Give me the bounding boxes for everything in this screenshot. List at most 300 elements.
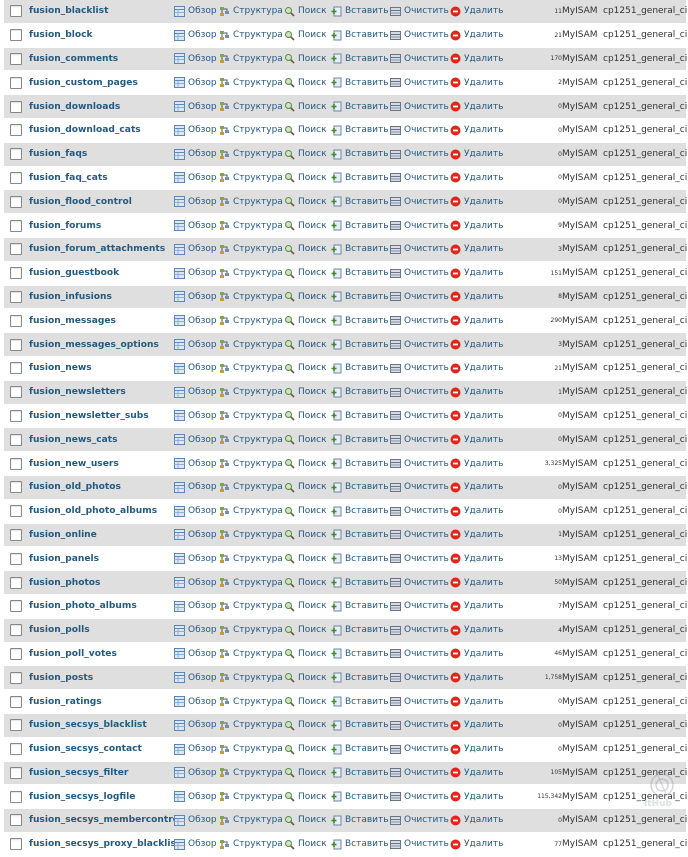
- table-name-link[interactable]: fusion_newsletter_subs: [29, 411, 149, 421]
- insert-icon: [331, 149, 342, 160]
- empty-action-link[interactable]: [390, 149, 449, 160]
- structure-action-label: Структура: [233, 697, 283, 707]
- structure-action-link[interactable]: [219, 720, 283, 731]
- empty-action-link[interactable]: [390, 387, 449, 398]
- insert-action-link[interactable]: [331, 434, 389, 445]
- table-name-link[interactable]: fusion_blacklist: [29, 6, 108, 16]
- browse-action-link[interactable]: [174, 291, 217, 302]
- drop-action-link[interactable]: [450, 601, 503, 612]
- insert-action-link[interactable]: [331, 672, 389, 683]
- empty-action-link[interactable]: [390, 172, 449, 183]
- search-action-link[interactable]: [284, 696, 327, 707]
- structure-action-link[interactable]: [219, 268, 283, 279]
- drop-action-link[interactable]: [450, 291, 503, 302]
- drop-action-link[interactable]: [450, 482, 503, 493]
- browse-action-link[interactable]: [174, 387, 217, 398]
- drop-action-link[interactable]: [450, 648, 503, 659]
- row-checkbox[interactable]: [10, 172, 22, 184]
- structure-action-link[interactable]: [219, 434, 283, 445]
- table-name-link[interactable]: fusion_old_photos: [29, 482, 121, 492]
- row-checkbox[interactable]: [10, 624, 22, 636]
- insert-action-link[interactable]: [331, 767, 389, 778]
- table-name-link[interactable]: fusion_secsys_contact: [29, 744, 142, 754]
- search-action-link[interactable]: [284, 77, 327, 88]
- table-name-link[interactable]: fusion_photos: [29, 578, 100, 588]
- search-action-link[interactable]: [284, 172, 327, 183]
- table-name-link[interactable]: fusion_download_cats: [29, 125, 141, 135]
- search-action-link[interactable]: [284, 529, 327, 540]
- structure-action-link[interactable]: [219, 767, 283, 778]
- browse-action-link[interactable]: [174, 196, 217, 207]
- row-checkbox[interactable]: [10, 196, 22, 208]
- insert-action-link[interactable]: [331, 577, 389, 588]
- insert-action-link[interactable]: [331, 458, 389, 469]
- insert-action-link[interactable]: [331, 506, 389, 517]
- table-name-link[interactable]: fusion_panels: [29, 554, 99, 564]
- browse-action-link[interactable]: [174, 220, 217, 231]
- browse-action-link[interactable]: [174, 601, 217, 612]
- empty-action-link[interactable]: [390, 720, 449, 731]
- empty-action-link[interactable]: [390, 30, 449, 41]
- browse-action-link[interactable]: [174, 767, 217, 778]
- row-checkbox[interactable]: [10, 458, 22, 470]
- structure-action-link[interactable]: [219, 363, 283, 374]
- browse-action-link[interactable]: [174, 482, 217, 493]
- drop-action-link[interactable]: [450, 791, 503, 802]
- empty-action-link[interactable]: [390, 434, 449, 445]
- table-name-link[interactable]: fusion_old_photo_albums: [29, 506, 157, 516]
- row-checkbox[interactable]: [10, 410, 22, 422]
- insert-action-link[interactable]: [331, 101, 389, 112]
- table-name-link[interactable]: fusion_downloads: [29, 102, 120, 112]
- search-action-link[interactable]: [284, 553, 327, 564]
- empty-action-link[interactable]: [390, 220, 449, 231]
- row-checkbox[interactable]: [10, 77, 22, 89]
- structure-action-link[interactable]: [219, 648, 283, 659]
- table-name-link[interactable]: fusion_ratings: [29, 697, 102, 707]
- browse-action-link[interactable]: [174, 744, 217, 755]
- row-count: 7: [558, 603, 562, 610]
- row-checkbox[interactable]: [10, 481, 22, 493]
- structure-icon: [219, 363, 230, 374]
- row-checkbox[interactable]: [10, 267, 22, 279]
- table-name-link[interactable]: fusion_secsys_logfile: [29, 792, 135, 802]
- table-name-link[interactable]: fusion_secsys_blacklist: [29, 720, 147, 730]
- drop-action-link[interactable]: [450, 77, 503, 88]
- browse-action-link[interactable]: [174, 172, 217, 183]
- structure-action-link[interactable]: [219, 696, 283, 707]
- search-action-link[interactable]: [284, 720, 327, 731]
- insert-action-link[interactable]: [331, 315, 389, 326]
- drop-action-link[interactable]: [450, 410, 503, 421]
- empty-action-link[interactable]: [390, 458, 449, 469]
- browse-action-link[interactable]: [174, 125, 217, 136]
- table-name-link[interactable]: fusion_faq_cats: [29, 173, 108, 183]
- search-action-link[interactable]: [284, 791, 327, 802]
- table-name-link[interactable]: fusion_new_users: [29, 459, 119, 469]
- structure-action-link[interactable]: [219, 196, 283, 207]
- insert-action-link[interactable]: [331, 149, 389, 160]
- search-action-link[interactable]: [284, 101, 327, 112]
- insert-action-link[interactable]: [331, 268, 389, 279]
- insert-action-link[interactable]: [331, 601, 389, 612]
- row-checkbox[interactable]: [10, 291, 22, 303]
- structure-action-link[interactable]: [219, 577, 283, 588]
- structure-action-link[interactable]: [219, 125, 283, 136]
- table-name-link[interactable]: fusion_news_cats: [29, 435, 118, 445]
- structure-action-link[interactable]: [219, 601, 283, 612]
- browse-action-link[interactable]: [174, 577, 217, 588]
- row-checkbox[interactable]: [10, 600, 22, 612]
- insert-action-link[interactable]: [331, 387, 389, 398]
- browse-action-link[interactable]: [174, 672, 217, 683]
- empty-action-link[interactable]: [390, 839, 449, 850]
- structure-action-link[interactable]: [219, 6, 283, 17]
- empty-action-link[interactable]: [390, 53, 449, 64]
- table-name-link[interactable]: fusion_polls: [29, 625, 90, 635]
- search-action-link[interactable]: [284, 577, 327, 588]
- structure-action-link[interactable]: [219, 291, 283, 302]
- browse-action-link[interactable]: [174, 363, 217, 374]
- insert-action-link[interactable]: [331, 625, 389, 636]
- empty-action-link[interactable]: [390, 506, 449, 517]
- search-action-link[interactable]: [284, 149, 327, 160]
- empty-action-link[interactable]: [390, 815, 449, 826]
- empty-action-link[interactable]: [390, 196, 449, 207]
- table-name-link[interactable]: fusion_poll_votes: [29, 649, 117, 659]
- insert-action-link[interactable]: [331, 482, 389, 493]
- row-count: 1: [558, 531, 562, 538]
- drop-action-link[interactable]: [450, 434, 503, 445]
- structure-action-link[interactable]: [219, 791, 283, 802]
- empty-action-link[interactable]: [390, 529, 449, 540]
- search-action-link[interactable]: [284, 315, 327, 326]
- insert-action-link[interactable]: [331, 339, 389, 350]
- row-checkbox[interactable]: [10, 101, 22, 113]
- empty-action-link[interactable]: [390, 791, 449, 802]
- browse-action-link[interactable]: [174, 339, 217, 350]
- drop-action-link[interactable]: [450, 577, 503, 588]
- row-checkbox[interactable]: [10, 220, 22, 232]
- search-action-link[interactable]: [284, 482, 327, 493]
- browse-action-link[interactable]: [174, 815, 217, 826]
- search-action-link[interactable]: [284, 30, 327, 41]
- search-action-link[interactable]: [284, 339, 327, 350]
- structure-action-link[interactable]: [219, 458, 283, 469]
- structure-action-link[interactable]: [219, 77, 283, 88]
- row-checkbox[interactable]: [10, 315, 22, 327]
- table-name-link[interactable]: fusion_online: [29, 530, 97, 540]
- drop-action-link[interactable]: [450, 363, 503, 374]
- insert-action-link[interactable]: [331, 839, 389, 850]
- search-action-label: Поиск: [298, 363, 327, 373]
- insert-action-link[interactable]: [331, 172, 389, 183]
- row-checkbox[interactable]: [10, 5, 22, 17]
- table-name-link[interactable]: fusion_comments: [29, 54, 118, 64]
- structure-action-link[interactable]: [219, 149, 283, 160]
- drop-action-link[interactable]: [450, 744, 503, 755]
- search-action-label: Поиск: [298, 673, 327, 683]
- search-action-link[interactable]: [284, 387, 327, 398]
- empty-action-link[interactable]: [390, 601, 449, 612]
- empty-action-link[interactable]: [390, 268, 449, 279]
- search-action-link[interactable]: [284, 268, 327, 279]
- row-checkbox[interactable]: [10, 505, 22, 517]
- row-checkbox[interactable]: [10, 648, 22, 660]
- empty-action-link[interactable]: [390, 577, 449, 588]
- insert-action-link[interactable]: [331, 6, 389, 17]
- empty-action-link[interactable]: [390, 648, 449, 659]
- row-checkbox[interactable]: [10, 767, 22, 779]
- structure-action-link[interactable]: [219, 53, 283, 64]
- table-engine: MyISAM: [562, 125, 598, 135]
- row-checkbox[interactable]: [10, 577, 22, 589]
- empty-action-link[interactable]: [390, 77, 449, 88]
- search-action-link[interactable]: [284, 363, 327, 374]
- empty-action-link[interactable]: [390, 696, 449, 707]
- insert-action-link[interactable]: [331, 220, 389, 231]
- drop-action-link[interactable]: [450, 220, 503, 231]
- browse-action-link[interactable]: [174, 30, 217, 41]
- table-name-link[interactable]: fusion_faqs: [29, 149, 87, 159]
- table-name-link[interactable]: fusion_posts: [29, 673, 93, 683]
- search-action-link[interactable]: [284, 815, 327, 826]
- empty-action-link[interactable]: [390, 315, 449, 326]
- browse-action-link[interactable]: [174, 434, 217, 445]
- empty-action-link[interactable]: [390, 101, 449, 112]
- row-checkbox[interactable]: [10, 838, 22, 850]
- search-action-link[interactable]: [284, 458, 327, 469]
- row-checkbox[interactable]: [10, 529, 22, 541]
- empty-action-link[interactable]: [390, 339, 449, 350]
- row-checkbox[interactable]: [10, 243, 22, 255]
- browse-action-link[interactable]: [174, 6, 217, 17]
- table-name-link[interactable]: fusion_secsys_filter: [29, 768, 128, 778]
- browse-action-link[interactable]: [174, 410, 217, 421]
- row-checkbox[interactable]: [10, 743, 22, 755]
- table-name-link[interactable]: fusion_custom_pages: [29, 78, 138, 88]
- insert-action-link[interactable]: [331, 720, 389, 731]
- table-name-link[interactable]: fusion_block: [29, 30, 93, 40]
- drop-action-link[interactable]: [450, 506, 503, 517]
- drop-action-link[interactable]: [450, 839, 503, 850]
- search-action-link[interactable]: [284, 53, 327, 64]
- table-name-link[interactable]: fusion_secsys_membercontrol: [29, 815, 182, 825]
- drop-action-link[interactable]: [450, 458, 503, 469]
- structure-action-link[interactable]: [219, 339, 283, 350]
- empty-action-link[interactable]: [390, 625, 449, 636]
- drop-action-link[interactable]: [450, 53, 503, 64]
- structure-action-link[interactable]: [219, 387, 283, 398]
- insert-action-link[interactable]: [331, 291, 389, 302]
- row-checkbox[interactable]: [10, 386, 22, 398]
- structure-action-link[interactable]: [219, 220, 283, 231]
- drop-action-link[interactable]: [450, 244, 503, 255]
- row-checkbox[interactable]: [10, 362, 22, 374]
- insert-action-link[interactable]: [331, 648, 389, 659]
- drop-action-link[interactable]: [450, 30, 503, 41]
- search-action-link[interactable]: [284, 839, 327, 850]
- empty-action-link[interactable]: [390, 125, 449, 136]
- structure-action-link[interactable]: [219, 315, 283, 326]
- structure-action-link[interactable]: [219, 172, 283, 183]
- insert-action-link[interactable]: [331, 410, 389, 421]
- drop-action-link[interactable]: [450, 268, 503, 279]
- drop-action-link[interactable]: [450, 196, 503, 207]
- insert-action-link[interactable]: [331, 744, 389, 755]
- structure-action-link[interactable]: [219, 625, 283, 636]
- table-name-link[interactable]: fusion_infusions: [29, 292, 112, 302]
- drop-action-link[interactable]: [450, 387, 503, 398]
- search-action-link[interactable]: [284, 410, 327, 421]
- drop-action-link[interactable]: [450, 315, 503, 326]
- drop-action-link[interactable]: [450, 767, 503, 778]
- drop-action-link[interactable]: [450, 672, 503, 683]
- drop-action-link[interactable]: [450, 625, 503, 636]
- empty-table-icon: [390, 77, 401, 88]
- empty-action-link[interactable]: [390, 553, 449, 564]
- empty-action-link[interactable]: [390, 410, 449, 421]
- insert-action-link[interactable]: [331, 244, 389, 255]
- row-checkbox[interactable]: [10, 672, 22, 684]
- table-name-link[interactable]: fusion_news: [29, 363, 92, 373]
- structure-action-link[interactable]: [219, 815, 283, 826]
- search-action-link[interactable]: [284, 506, 327, 517]
- row-checkbox[interactable]: [10, 148, 22, 160]
- search-action-link[interactable]: [284, 6, 327, 17]
- structure-action-link[interactable]: [219, 482, 283, 493]
- row-checkbox[interactable]: [10, 719, 22, 731]
- structure-action-link[interactable]: [219, 672, 283, 683]
- table-name-link[interactable]: fusion_flood_control: [29, 197, 132, 207]
- table-row: [4, 524, 686, 548]
- browse-action-link[interactable]: [174, 149, 217, 160]
- empty-action-link[interactable]: [390, 482, 449, 493]
- browse-action-link[interactable]: [174, 720, 217, 731]
- structure-action-link[interactable]: [219, 529, 283, 540]
- search-action-link[interactable]: [284, 125, 327, 136]
- drop-action-link[interactable]: [450, 815, 503, 826]
- search-action-link[interactable]: [284, 648, 327, 659]
- search-action-link[interactable]: [284, 744, 327, 755]
- browse-action-link[interactable]: [174, 839, 217, 850]
- empty-action-link[interactable]: [390, 244, 449, 255]
- structure-action-link[interactable]: [219, 101, 283, 112]
- browse-action-link[interactable]: [174, 506, 217, 517]
- row-checkbox[interactable]: [10, 124, 22, 136]
- table-name-link[interactable]: fusion_guestbook: [29, 268, 119, 278]
- search-action-link[interactable]: [284, 291, 327, 302]
- browse-action-link[interactable]: [174, 77, 217, 88]
- browse-action-link[interactable]: [174, 268, 217, 279]
- insert-action-link[interactable]: [331, 696, 389, 707]
- row-checkbox[interactable]: [10, 791, 22, 803]
- insert-action-link[interactable]: [331, 791, 389, 802]
- insert-action-link[interactable]: [331, 363, 389, 374]
- browse-action-link[interactable]: [174, 553, 217, 564]
- table-name-link[interactable]: fusion_messages_options: [29, 340, 159, 350]
- browse-action-link[interactable]: [174, 696, 217, 707]
- insert-action-link[interactable]: [331, 529, 389, 540]
- search-action-link[interactable]: [284, 220, 327, 231]
- structure-action-link[interactable]: [219, 30, 283, 41]
- insert-action-link[interactable]: [331, 815, 389, 826]
- empty-action-link[interactable]: [390, 767, 449, 778]
- insert-action-link[interactable]: [331, 53, 389, 64]
- browse-action-link[interactable]: [174, 458, 217, 469]
- table-name-link[interactable]: fusion_photo_albums: [29, 601, 137, 611]
- structure-action-link[interactable]: [219, 506, 283, 517]
- row-checkbox[interactable]: [10, 434, 22, 446]
- drop-action-link[interactable]: [450, 339, 503, 350]
- row-checkbox[interactable]: [10, 339, 22, 351]
- structure-action-link[interactable]: [219, 744, 283, 755]
- browse-action-link[interactable]: [174, 315, 217, 326]
- structure-action-link[interactable]: [219, 553, 283, 564]
- drop-action-link[interactable]: [450, 6, 503, 17]
- browse-action-link[interactable]: [174, 529, 217, 540]
- row-count: 21: [554, 365, 562, 372]
- insert-action-link[interactable]: [331, 30, 389, 41]
- insert-action-link[interactable]: [331, 196, 389, 207]
- table-name-link[interactable]: fusion_forum_attachments: [29, 244, 165, 254]
- table-name-link[interactable]: fusion_forums: [29, 221, 101, 231]
- drop-action-link[interactable]: [450, 696, 503, 707]
- empty-action-label: Очистить: [404, 125, 449, 135]
- row-checkbox[interactable]: [10, 696, 22, 708]
- browse-action-link[interactable]: [174, 791, 217, 802]
- drop-action-link[interactable]: [450, 172, 503, 183]
- drop-action-link[interactable]: [450, 101, 503, 112]
- table-name-link[interactable]: fusion_secsys_proxy_blacklist: [29, 839, 180, 849]
- search-action-link[interactable]: [284, 601, 327, 612]
- empty-action-link[interactable]: [390, 6, 449, 17]
- row-checkbox[interactable]: [10, 29, 22, 41]
- insert-action-link[interactable]: [331, 125, 389, 136]
- insert-action-link[interactable]: [331, 553, 389, 564]
- search-action-link[interactable]: [284, 244, 327, 255]
- empty-action-link[interactable]: [390, 672, 449, 683]
- drop-action-link[interactable]: [450, 149, 503, 160]
- search-action-link[interactable]: [284, 767, 327, 778]
- drop-action-link[interactable]: [450, 529, 503, 540]
- drop-action-link[interactable]: [450, 720, 503, 731]
- structure-action-link[interactable]: [219, 244, 283, 255]
- empty-action-link[interactable]: [390, 291, 449, 302]
- structure-action-link[interactable]: [219, 839, 283, 850]
- table-name-link[interactable]: fusion_messages: [29, 316, 116, 326]
- row-checkbox[interactable]: [10, 53, 22, 65]
- browse-action-link[interactable]: [174, 101, 217, 112]
- empty-action-link[interactable]: [390, 744, 449, 755]
- browse-action-link[interactable]: [174, 53, 217, 64]
- drop-action-link[interactable]: [450, 553, 503, 564]
- search-action-link[interactable]: [284, 196, 327, 207]
- row-checkbox[interactable]: [10, 814, 22, 826]
- search-action-link[interactable]: [284, 625, 327, 636]
- empty-action-link[interactable]: [390, 363, 449, 374]
- search-action-link[interactable]: [284, 434, 327, 445]
- structure-action-link[interactable]: [219, 410, 283, 421]
- search-action-link[interactable]: [284, 672, 327, 683]
- browse-action-link[interactable]: [174, 625, 217, 636]
- table-name-link[interactable]: fusion_newsletters: [29, 387, 126, 397]
- drop-action-link[interactable]: [450, 125, 503, 136]
- insert-action-link[interactable]: [331, 77, 389, 88]
- row-checkbox[interactable]: [10, 553, 22, 565]
- browse-action-link[interactable]: [174, 648, 217, 659]
- browse-action-link[interactable]: [174, 244, 217, 255]
